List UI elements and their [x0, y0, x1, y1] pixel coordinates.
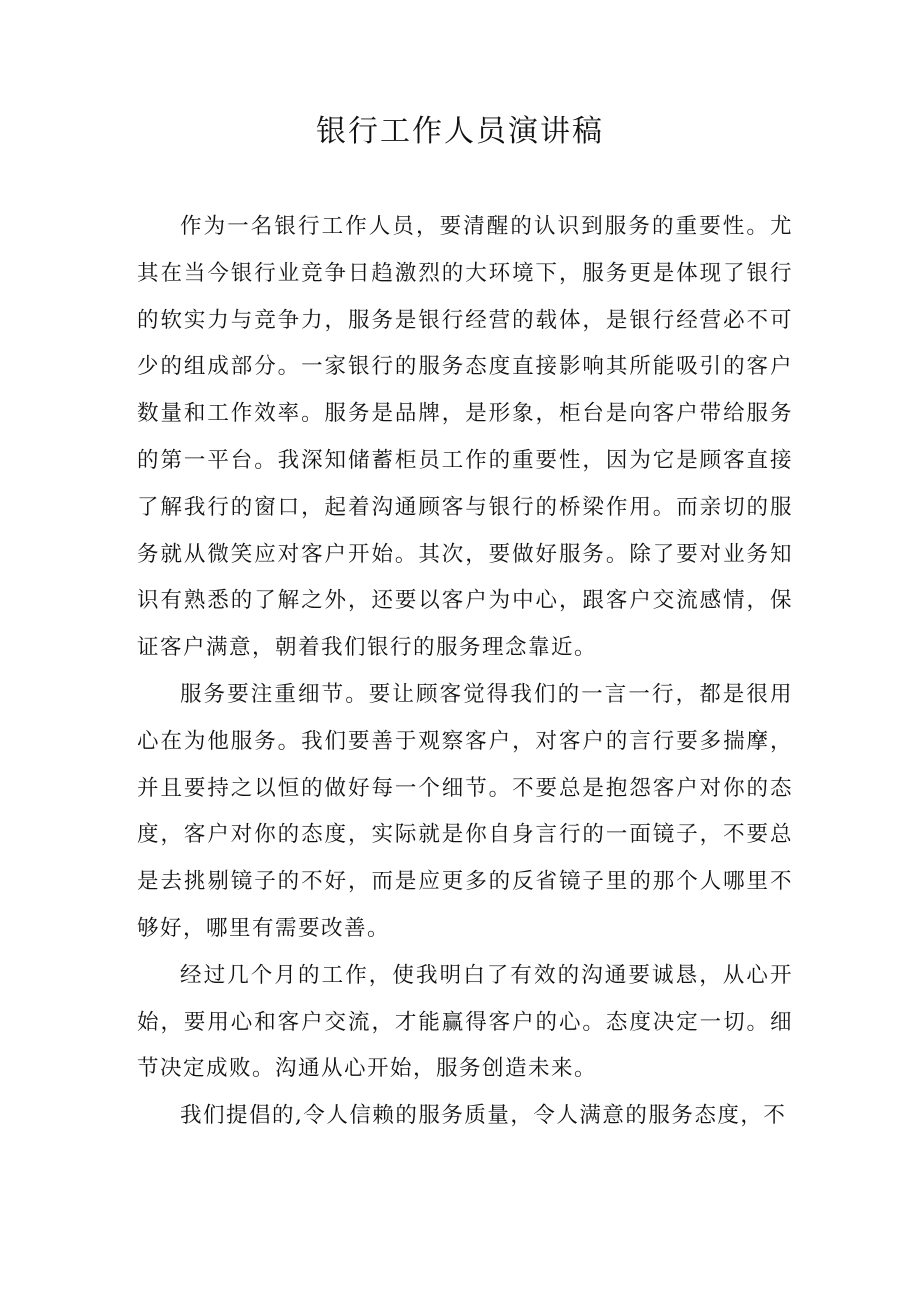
paragraph-2: 服务要注重细节。要让顾客觉得我们的一言一行，都是很用心在为他服务。我们要善于观察客户，对客户的言行要多揣摩，并且要持之以恒的做好每一个细节。不要总是抱怨客户对你的态度，客户对你的态度，实际就是你自身言行的一面镜子，不要总是去挑剔镜子的不好，而是应更多的反省镜子里的那个人哪里不够好，哪里有需要改善。	[137, 681, 793, 941]
document-title: 银行工作人员演讲稿	[316, 114, 604, 149]
paragraph-1: 作为一名银行工作人员，要清醒的认识到服务的重要性。尤其在当今银行业竞争日趋激烈的大环境下，服务更是体现了银行的软实力与竞争力，服务是银行经营的载体，是银行经营必不可少的组成部分。一家银行的服务态度直接影响其所能吸引的客户数量和工作效率。服务是品牌，是形象，柜台是向客户带给服务的第一平台。我深知储蓄柜员工作的重要性，因为它是顾客直接了解我行的窗口，起着沟通顾客与银行的桥梁作用。而亲切的服务就从微笑应对客户开始。其次，要做好服务。除了要对业务知识有熟悉的了解之外，还要以客户为中心，跟客户交流感情，保证客户满意，朝着我们银行的服务理念靠近。	[137, 214, 793, 661]
paragraph-3: 经过几个月的工作，使我明白了有效的沟通要诚恳，从心开始，要用心和客户交流，才能赢得客户的心。态度决定一切。细节决定成败。沟通从心开始，服务创造未来。	[137, 962, 793, 1082]
document-body	[137, 204, 793, 1140]
paragraph-4: 我们提倡的,令人信赖的服务质量，令人满意的服务态度，不	[180, 1103, 787, 1129]
